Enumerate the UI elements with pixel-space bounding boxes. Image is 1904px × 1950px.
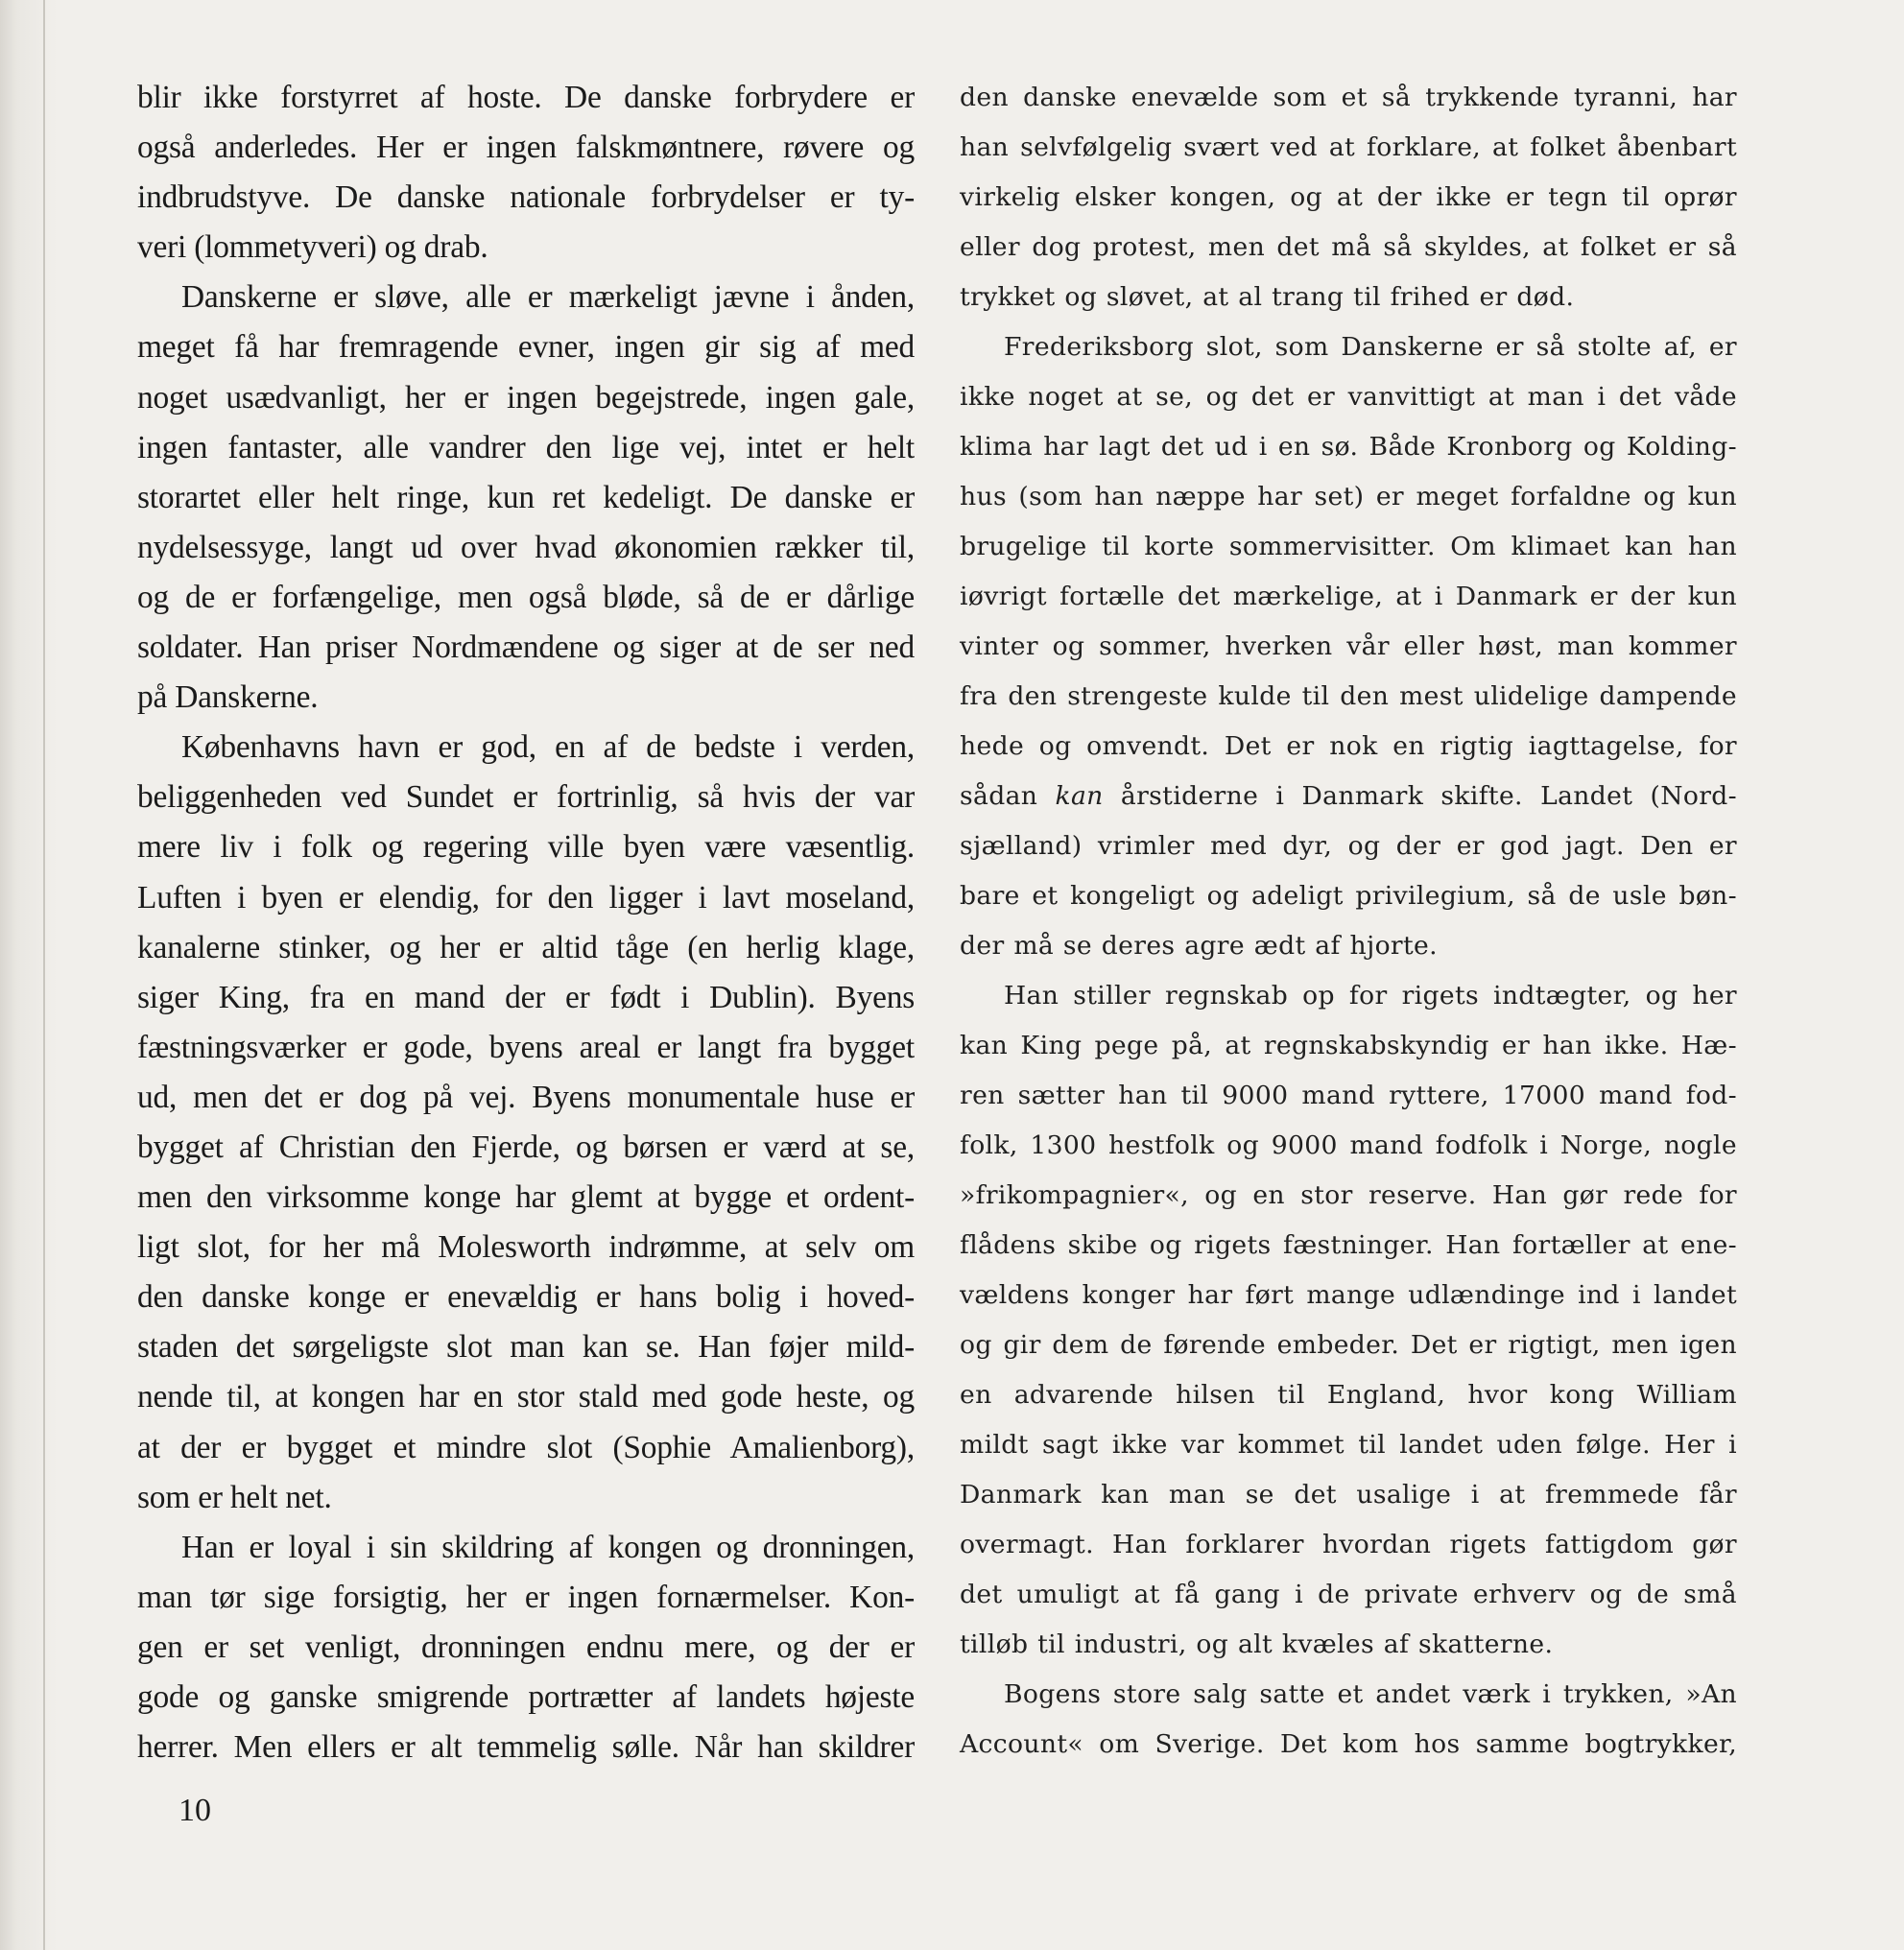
text-line: siger King, fra en mand der er født i Dublin). Byens [137,979,915,1015]
text-line: veri (lommetyveri) og drab. [137,229,488,266]
text-line: Bogens store salg satte et andet værk i trykken, »An [1004,1679,1737,1709]
text-line: ud, men det er dog på vej. Byens monumentale huse er [137,1079,915,1115]
text-line: Han er loyal i sin skildring af kongen og dronningen, [181,1529,915,1565]
text-line: at der er bygget et mindre slot (Sophie Amalienborg), [137,1429,915,1465]
text-line: kan King pege på, at regnskabskyndig er han ikke. Hæ- [960,1031,1737,1060]
text-line: sådan kan årstiderne i Danmark skifte. Landet (Nord- [960,781,1738,811]
text-line: meget få har fremragende evner, ingen gir sig af med [137,329,915,366]
text-line: »frikompagnier«, og en stor reserve. Han gør rede for [960,1180,1737,1210]
text-line: ren sætter han til 9000 mand ryttere, 17000 mand fod- [960,1081,1737,1110]
text-line: Danskerne er sløve, alle er mærkeligt jævne i ånden, [181,279,915,316]
text-line: sjælland) vrimler med dyr, og der er god jagt. Den er [960,831,1737,861]
text-line: som er helt net. [137,1479,332,1515]
text-line: på Danskerne. [137,679,319,716]
text-line: hede og omvendt. Det er nok en rigtig iagttagelse, for [960,731,1737,761]
text-line: nydelsessyge, langt ud over hvad økonomien rækker til, [137,529,915,565]
text-line: han selvfølgelig svært ved at forklare, at folket åbenbart [960,132,1737,162]
text-line: eller dog protest, men det må så skyldes, at folket er så [960,232,1737,262]
page-gutter-shadow [0,0,67,1950]
text-line: en advarende hilsen til England, hvor kong William [960,1380,1737,1410]
text-line: ligt slot, for her må Molesworth indrømme, at selv om [137,1229,915,1266]
text-line: og gir dem de førende embeder. Det er rigtigt, men igen [960,1330,1737,1360]
text-line: brugelige til korte sommervisitter. Om klimaet kan han [960,532,1737,561]
page-gutter-line [43,0,45,1950]
text-line: overmagt. Han forklarer hvordan rigets fattigdom gør [960,1530,1737,1559]
text-line: den danske enevælde som et så trykkende tyranni, har [960,83,1737,112]
text-line: storartet eller helt ringe, kun ret kedeligt. De danske er [137,479,915,515]
text-line: beliggenheden ved Sundet er fortrinlig, så hvis der var [137,779,915,816]
text-line: Danmark kan man se det usalige i at fremmede får [960,1480,1737,1510]
text-line: klima har lagt det ud i en sø. Både Kronborg og Kolding- [960,432,1737,462]
text-line: det umuligt at få gang i de private erhverv og de små [960,1580,1737,1609]
text-line: tilløb til industri, og alt kvæles af skatterne. [960,1629,1554,1659]
text-line: virkelig elsker kongen, og at der ikke er tegn til oprør [960,182,1737,212]
text-line: vinter og sommer, hverken vår eller høst, man kommer [960,631,1737,661]
text-line: Luften i byen er elendig, for den ligger i lavt moseland, [137,879,915,916]
text-line: indbrudstyve. De danske nationale forbrydelser er ty- [137,179,915,216]
text-line: flådens skibe og rigets fæstninger. Han fortæller at ene- [960,1230,1737,1260]
text-line: fæstningsværker er gode, byens areal er langt fra bygget [137,1029,915,1065]
text-line: bygget af Christian den Fjerde, og børsen er værd at se, [137,1129,915,1165]
text-line: ingen fantaster, alle vandrer den lige vej, intet er helt [137,429,915,465]
text-line: Frederiksborg slot, som Danskerne er så stolte af, er [1004,332,1737,362]
text-line: også anderledes. Her er ingen falskmøntnere, røvere og [137,130,915,166]
text-line: mildt sagt ikke var kommet til landet uden følge. Her i [960,1430,1737,1460]
text-line: trykket og sløvet, at al trang til frihed er død. [960,282,1575,312]
text-line: men den virksomme konge har glemt at bygge et ordent- [137,1179,915,1216]
text-line: ikke noget at se, og det er vanvittigt at man i det våde [960,382,1737,412]
text-line: kanalerne stinker, og her er altid tåge (en herlig klage, [137,929,915,965]
text-line: Account« om Sverige. Det kom hos samme bogtrykker, [960,1729,1737,1759]
text-line: vældens konger har ført mange udlændinge ind i landet [960,1280,1737,1310]
text-line: herrer. Men ellers er alt temmelig sølle. Når han skildrer [137,1729,915,1766]
text-line: og de er forfængelige, men også bløde, så de er dårlige [137,579,915,615]
text-line: mere liv i folk og regering ville byen være væsentlig. [137,829,915,866]
text-line: staden det sørgeligste slot man kan se. Han føjer mild- [137,1329,915,1366]
text-line: soldater. Han priser Nordmændene og siger at de ser ned [137,630,915,666]
text-line: gen er set venligt, dronningen endnu mere, og der er [137,1629,915,1665]
right-text-column [960,73,1737,1770]
text-line: Han stiller regnskab op for rigets indtægter, og her [1004,981,1737,1011]
left-text-column [137,73,915,1772]
text-line: der må se deres agre ædt af hjorte. [960,931,1438,961]
text-line: nende til, at kongen har en stor stald med gode heste, og [137,1379,915,1415]
text-line: hus (som han næppe har set) er meget forfaldne og kun [960,482,1737,511]
text-line: blir ikke forstyrret af hoste. De danske forbrydere er [137,80,915,115]
text-line: noget usædvanligt, her er ingen begejstrede, ingen gale, [137,379,915,416]
text-line: Københavns havn er god, en af de bedste i verden, [181,729,915,766]
text-line: iøvrigt fortælle det mærkelige, at i Danmark er der kun [960,582,1737,611]
text-line: fra den strengeste kulde til den mest ulidelige dampende [960,681,1737,711]
text-line: folk, 1300 hestfolk og 9000 mand fodfolk i Norge, nogle [960,1130,1737,1160]
page-number: 10 [178,1793,211,1828]
text-line: gode og ganske smigrende portrætter af landets højeste [137,1679,915,1715]
text-line: den danske konge er enevældig er hans bolig i hoved- [137,1279,915,1316]
text-line: bare et kongeligt og adeligt privilegium, så de usle bøn- [960,881,1737,911]
text-line: man tør sige forsigtig, her er ingen fornærmelser. Kon- [137,1579,915,1615]
